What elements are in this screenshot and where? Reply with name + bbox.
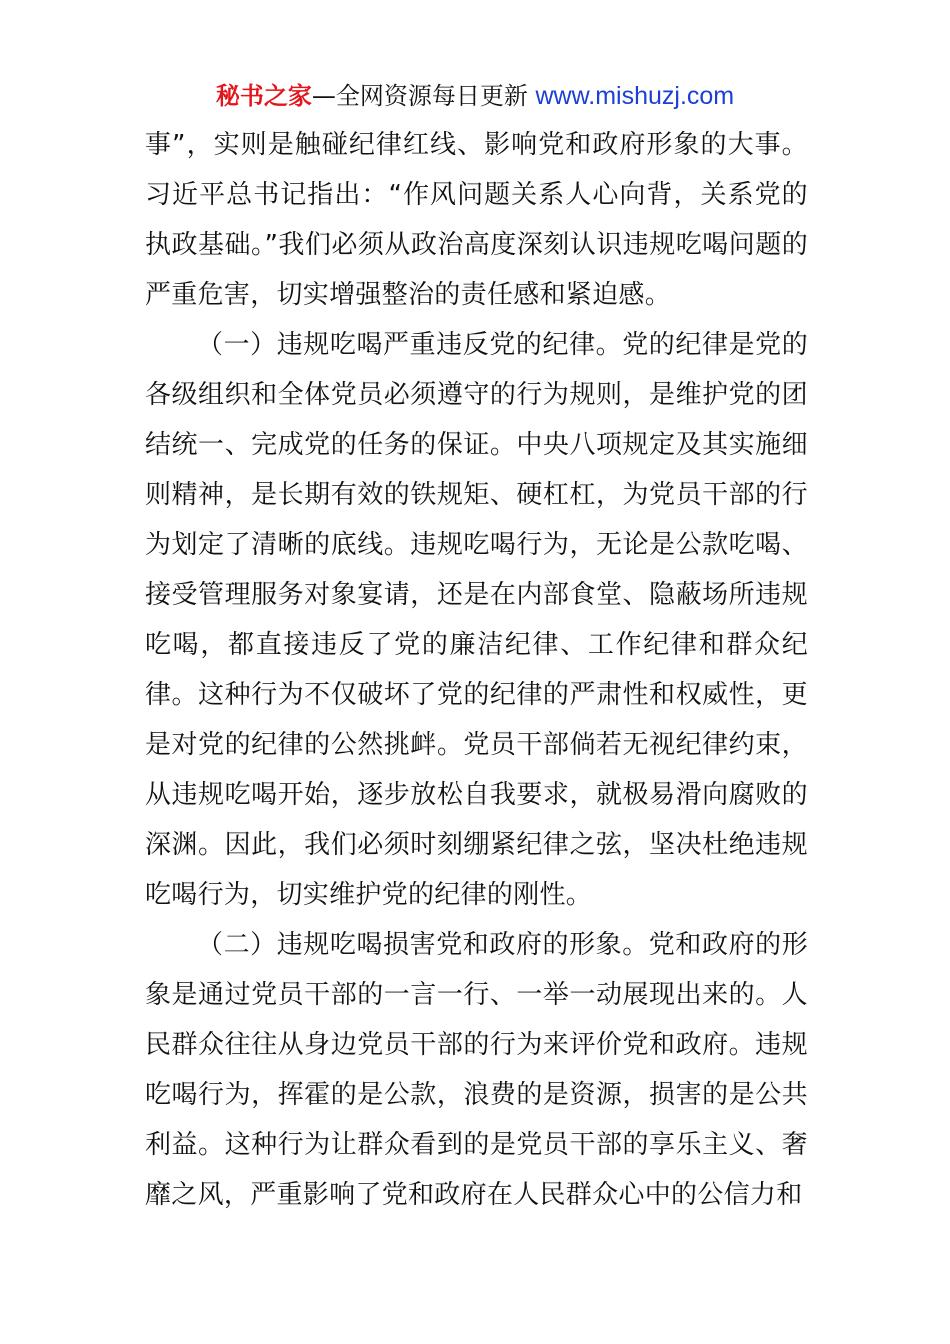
document-body: [145, 120, 808, 1220]
paragraph-section-one: （一）违规吃喝严重违反党的纪律。党的纪律是党的各级组织和全体党员必须遵守的行为规则，是维护党的团结统一、完成党的任务的保证。中央八项规定及其实施细则精神，是长期有效的铁规矩、硬杠杠，为党员干部的行为划定了清晰的底线。违规吃喝行为，无论是公款吃喝、接受管理服务对象宴请，还是在内部食堂、隐蔽场所违规吃喝，都直接违反了党的廉洁纪律、工作纪律和群众纪律。这种行为不仅破坏了党的纪律的严肃性和权威性，更是对党的纪律的公然挑衅。党员干部倘若无视纪律约束，从违规吃喝开始，逐步放松自我要求，就极易滑向腐败的深渊。因此，我们必须时刻绷紧纪律之弦，坚决杜绝违规吃喝行为，切实维护党的纪律的刚性。: [145, 330, 808, 910]
site-tagline: —全网资源每日更新: [311, 82, 528, 110]
paragraph-continuation: 事”，实则是触碰纪律红线、影响党和政府形象的大事。习近平总书记指出：“作风问题关系人心向背，关系党的执政基础。”我们必须从政治高度深刻认识违规吃喝问题的严重危害，切实增强整治的责任感和紧迫感。: [145, 130, 808, 310]
site-brand: 秘书之家: [215, 82, 312, 110]
site-url-link[interactable]: www.mishuzj.com: [535, 82, 735, 110]
site-header: [0, 80, 950, 112]
paragraph-section-two: （二）违规吃喝损害党和政府的形象。党和政府的形象是通过党员干部的一言一行、一举一动展现出来的。人民群众往往从身边党员干部的行为来评价党和政府。违规吃喝行为，挥霍的是公款，浪费的是资源，损害的是公共利益。这种行为让群众看到的是党员干部的享乐主义、奢靡之风，严重影响了党和政府在人民群众心中的公信力和: [145, 930, 808, 1210]
